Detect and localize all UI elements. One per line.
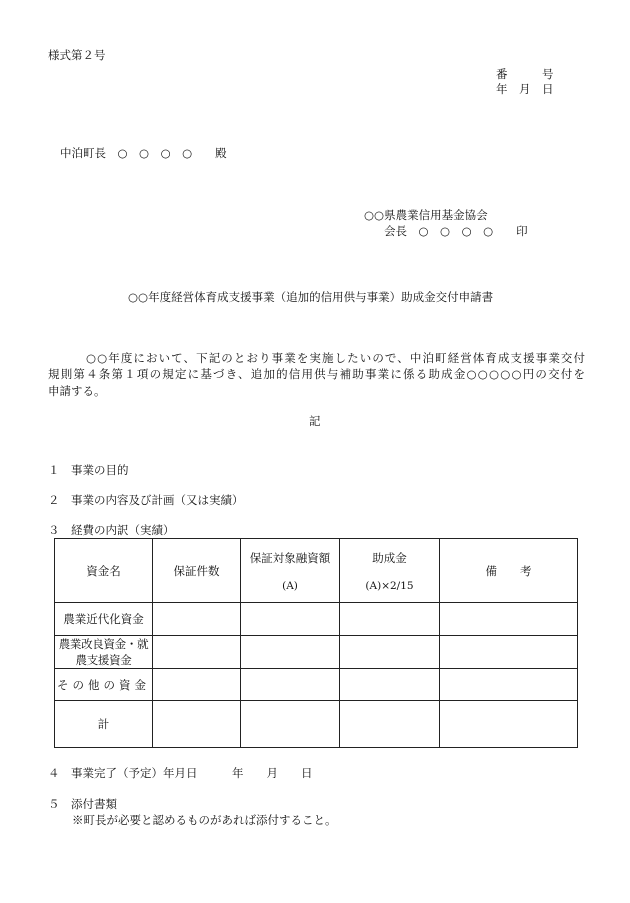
table-row — [55, 701, 578, 748]
table-row — [55, 669, 578, 701]
header-remarks: 備 考 — [440, 539, 578, 603]
body-line-2: 規則第４条第１項の規定に基づき、追加的信用供与補助事業に係る助成金○○○○○円の交付を — [48, 367, 585, 381]
header-guarantee-count: 保証件数 — [153, 539, 241, 603]
item-content-plan: ２ 事業の内容及び計画（又は実績） — [48, 493, 244, 507]
attachments-note: ※町長が必要と認めるものがあれば添付すること。 — [72, 813, 337, 827]
body-line-1: ○○年度において、下記のとおり事業を実施したいので、中泊町経営体育成支援事業交付 — [86, 351, 585, 365]
row-label-other-funds: その他の資金 — [55, 669, 153, 701]
header-fund-name: 資金名 — [55, 539, 153, 603]
sender-organization: ○○県農業信用基金協会 — [364, 208, 488, 222]
header-subsidy-sub: (A)×2/15 — [365, 579, 414, 592]
table-row — [55, 636, 578, 669]
document-number: 番 号 — [496, 67, 554, 81]
addressee: 中泊町長 ○ ○ ○ ○ 殿 — [60, 146, 227, 160]
table-header-row — [55, 539, 578, 603]
sender-representative: 会長 ○ ○ ○ ○ 印 — [384, 224, 528, 238]
ki-heading: 記 — [309, 414, 321, 428]
body-line-3: 申請する。 — [48, 384, 106, 398]
item-attachments: ５ 添付書類 — [48, 797, 117, 811]
document-title: ○○年度経営体育成支援事業（追加的信用供与事業）助成金交付申請書 — [128, 290, 494, 304]
header-subsidy-label: 助成金 — [372, 550, 407, 565]
form-number: 様式第２号 — [48, 48, 106, 62]
cost-breakdown-table — [54, 538, 578, 748]
table-row — [55, 603, 578, 636]
document-date: 年 月 日 — [496, 82, 554, 96]
item-completion-date: ４ 事業完了（予定）年月日 年 月 日 — [48, 766, 313, 780]
row-label-modernization-fund: 農業近代化資金 — [55, 603, 153, 636]
header-guaranteed-loan-amount-label: 保証対象融資額 — [249, 550, 331, 565]
header-subsidy — [340, 539, 440, 603]
row-label-improvement-fund: 農業改良資金・就農支援資金 — [55, 636, 153, 669]
header-guaranteed-loan-amount — [241, 539, 340, 603]
item-cost-breakdown: ３ 経費の内訳（実績） — [48, 523, 175, 537]
item-purpose: １ 事業の目的 — [48, 463, 129, 477]
row-label-total: 計 — [55, 701, 153, 748]
header-guaranteed-loan-amount-sub: (A) — [282, 579, 298, 592]
